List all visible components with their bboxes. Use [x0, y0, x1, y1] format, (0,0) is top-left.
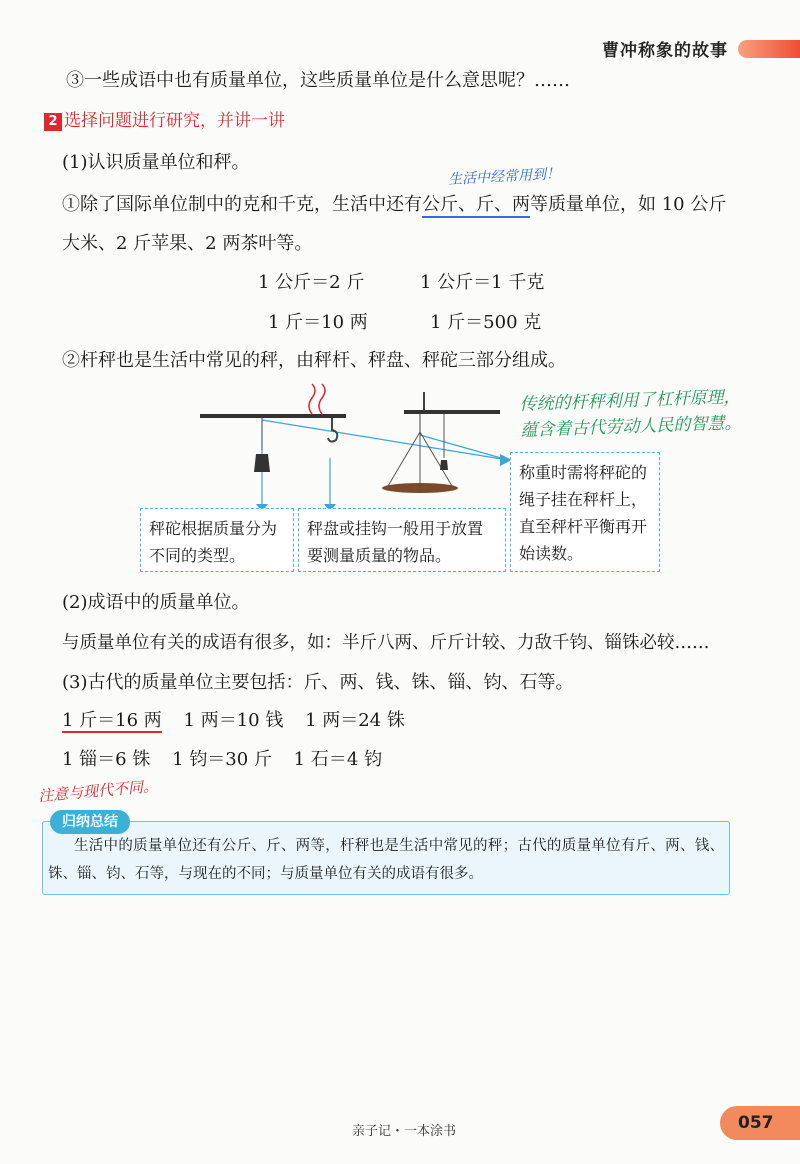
summary-text: 生活中的质量单位还有公斤、斤、两等，杆秤也是生活中常见的秤；古代的质量单位有斤、两、钱、铢、锱、钧、石等，与现在的不同；与质量单位有关的成语有很多。	[48, 838, 724, 882]
idioms-text: 与质量单位有关的成语有很多，如：半斤八两、斤斤计较、力敌千钧、锱铢必较……	[62, 633, 710, 653]
page-number: 057	[720, 1106, 800, 1140]
handwritten-note-blue: 生活中经常用到！	[447, 166, 561, 188]
rope-explanation-box: 称重时需将秤砣的绳子挂在秤杆上，直至秤杆平衡再开始读数。	[510, 452, 660, 572]
paragraph-1-line-2: 大米、2 斤苹果、2 两茶叶等。	[62, 233, 313, 254]
chapter-accent-bar	[738, 40, 800, 58]
equation-jin-liang-ancient: 1 斤＝16 两	[62, 710, 162, 731]
ancient-equations-row-1: 1 斤＝16 两 1 两＝10 钱 1 两＝24 铢	[62, 710, 405, 731]
equation-gongjin-jin: 1 公斤＝2 斤	[258, 272, 365, 293]
question-3: ③一些成语中也有质量单位，这些质量单位是什么意思呢？……	[66, 70, 570, 91]
pan-icon	[382, 483, 458, 493]
equation-gongjin-qianke: 1 公斤＝1 千克	[420, 272, 545, 293]
part-2-title: (2)成语中的质量单位。	[62, 592, 250, 613]
weight-icon	[254, 454, 270, 472]
section-2-heading	[44, 106, 285, 131]
connector-rope-1	[262, 420, 508, 460]
hook-icon	[328, 418, 337, 442]
paragraph-2: ②杆秤也是生活中常见的秤，由秤杆、秤盘、秤砣三部分组成。	[62, 350, 566, 371]
chapter-title: 曹冲称象的故事	[602, 41, 728, 61]
weight-explanation-box: 秤砣根据质量分为不同的类型。	[140, 508, 294, 572]
part-3-title: (3)古代的质量单位主要包括：斤、两、钱、铢、锱、钧、石等。	[62, 672, 574, 693]
equation-jin-ke: 1 斤＝500 克	[430, 312, 542, 333]
summary-label: 归纳总结	[50, 810, 130, 834]
section-2-title: 选择问题进行研究，并讲一讲	[64, 111, 285, 131]
footer-book-name: 亲子记・一本涂书	[352, 1124, 457, 1139]
part-1-title: (1)认识质量单位和秤。	[62, 152, 250, 173]
underlined-units: 公斤、斤、两	[422, 194, 530, 218]
equation-jin-liang: 1 斤＝10 两	[268, 312, 368, 333]
ancient-equations-row-2: 1 锱＝6 铢 1 钧＝30 斤 1 石＝4 钧	[62, 749, 382, 770]
handwritten-note-red: 注意与现代不同。	[37, 776, 159, 806]
left-rope	[309, 384, 315, 414]
small-weight-icon	[440, 460, 448, 470]
handwritten-note-green: 传统的杆秤利用了杠杆原理， 蕴含着古代劳动人民的智慧。	[519, 387, 742, 441]
pan-explanation-box: 秤盘或挂钩一般用于放置要测量质量的物品。	[298, 508, 506, 572]
paragraph-1-line-1: ①除了国际单位制中的克和千克，生活中还有公斤、斤、两等质量单位，如 10 公斤	[62, 192, 726, 218]
section-number-badge: 2	[44, 113, 62, 131]
